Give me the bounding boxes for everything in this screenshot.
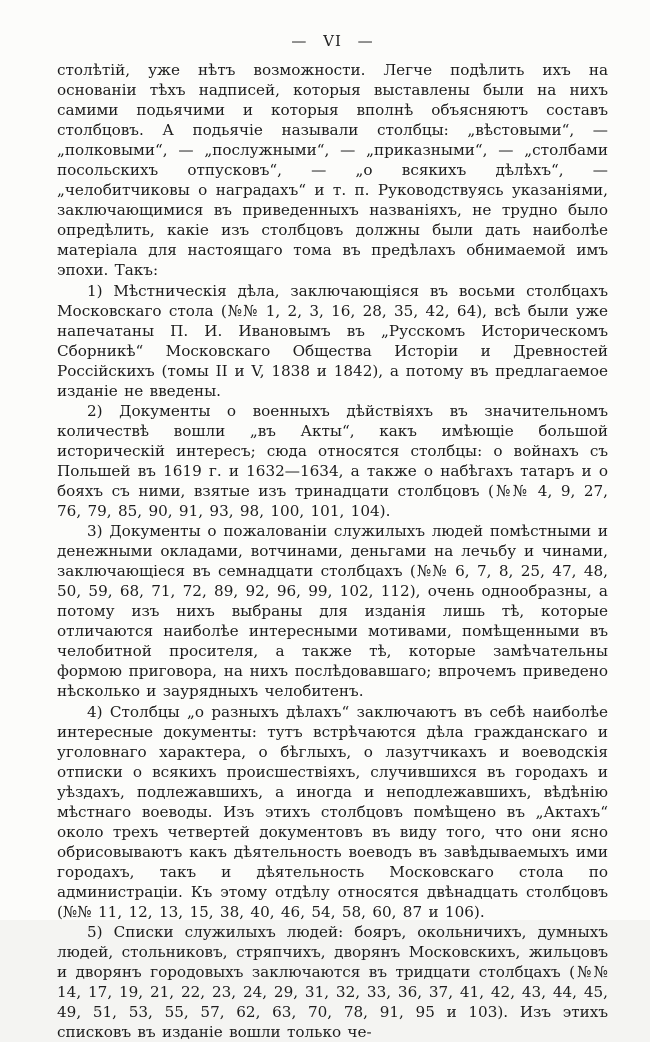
- body-text: [57, 60, 608, 1042]
- paragraph-item-1: 1) Мѣстническія дѣла, заключающіяся въ восьми столбцахъ Московскаго стола (№№ 1, 2, 3, 16, 28, 35, 42, 64), всѣ были уже напечатаны П. И. Ивановымъ въ „Русскомъ Историческомъ Сборникѣ“ Московскаго Общества Исторіи и Древностей Россійскихъ (томы II и V, 1838 и 1842), а потому въ предлагаемое изданіе не введены.: [57, 281, 608, 400]
- paragraph-item-2: 2) Документы о военныхъ дѣйствіяхъ въ значительномъ количествѣ вошли „въ Акты“, какъ имѣющіе большой историческій интересъ; сюда относятся столбцы: о войнахъ съ Польшей въ 1619 г. и 1632—1634, а также о набѣгахъ татаръ и о бояхъ съ ними, взятые изъ тринадцати столбцовъ (№№ 4, 9, 27, 76, 79, 85, 90, 91, 93, 98, 100, 101, 104).: [57, 401, 608, 521]
- paragraph-item-4: 4) Столбцы „о разныхъ дѣлахъ“ заключаютъ въ себѣ наиболѣе интересные документы: тутъ встрѣчаются дѣла гражданскаго и уголовнаго характера, о бѣглыхъ, о лазутчикахъ и воеводскія отписки о всякихъ происшествіяхъ, случившихся въ городахъ и уѣздахъ, подлежавшихъ, а иногда и неподлежавшихъ, вѣдѣнію мѣстнаго воеводы. Изъ этихъ столбцовъ помѣщено въ „Актахъ“ около трехъ четвертей документовъ въ виду того, что они ясно обрисовываютъ какъ дѣятельность воеводъ въ завѣдываемыхъ ими городахъ, такъ и дѣятельность Московскаго стола по администраціи. Къ этому отдѣлу относятся двѣнадцать столбцовъ (№№ 11, 12, 13, 15, 38, 40, 46, 54, 58, 60, 87 и 106).: [57, 702, 608, 921]
- paragraph-item-3: 3) Документы о пожалованіи служилыхъ людей помѣстными и денежными окладами, вотчинами, деньгами на лечьбу и чинами, заключающіеся въ семнадцати столбцахъ (№№ 6, 7, 8, 25, 47, 48, 50, 59, 68, 71, 72, 89, 92, 96, 99, 102, 112), очень однообразны, а потому изъ нихъ выбраны для изданія лишь тѣ, которые отличаются наиболѣе интересными мотивами, помѣщенными въ челобитной просителя, а также тѣ, которые замѣчательны формою приговора, на нихъ послѣдовавшаго; впрочемъ приведено нѣсколько и заурядныхъ челобитенъ.: [57, 522, 608, 701]
- page-number: — VI —: [291, 32, 374, 50]
- paragraph-item-5: 5) Списки служилыхъ людей: бояръ, окольничихъ, думныхъ людей, стольниковъ, стряпчихъ, дворянъ Московскихъ, жильцовъ и дворянъ городовыхъ заключаются въ тридцати столбцахъ (№№ 14, 17, 19, 21, 22, 23, 24, 29, 31, 32, 33, 36, 37, 41, 42, 43, 44, 45, 49, 51, 53, 55, 57, 62, 63, 70, 78, 91, 95 и 103). Изъ этихъ списковъ въ изданіе вошли только че-: [57, 923, 608, 1042]
- paragraph-continuation: столѣтій, уже нѣтъ возможности. Легче подѣлить ихъ на основаніи тѣхъ надписей, которыя выставлены были на нихъ самими подьячими и которыя вполнѣ объясняютъ составъ столбцовъ. А подьячіе называли столбцы: „вѣстовыми“, — „полковыми“, — „послужными“, — „приказными“, — „столбами посольскихъ отпусковъ“, — „о всякихъ дѣлѣхъ“, — „челобитчиковы о наградахъ“ и т. п. Руководствуясь указаніями, заключающимися въ приведенныхъ названіяхъ, не трудно было опредѣлить, какіе изъ столбцовъ должны были дать наиболѣе матеріала для настоящаго тома въ предѣлахъ обнимаемой имъ эпохи. Такъ:: [57, 61, 608, 280]
